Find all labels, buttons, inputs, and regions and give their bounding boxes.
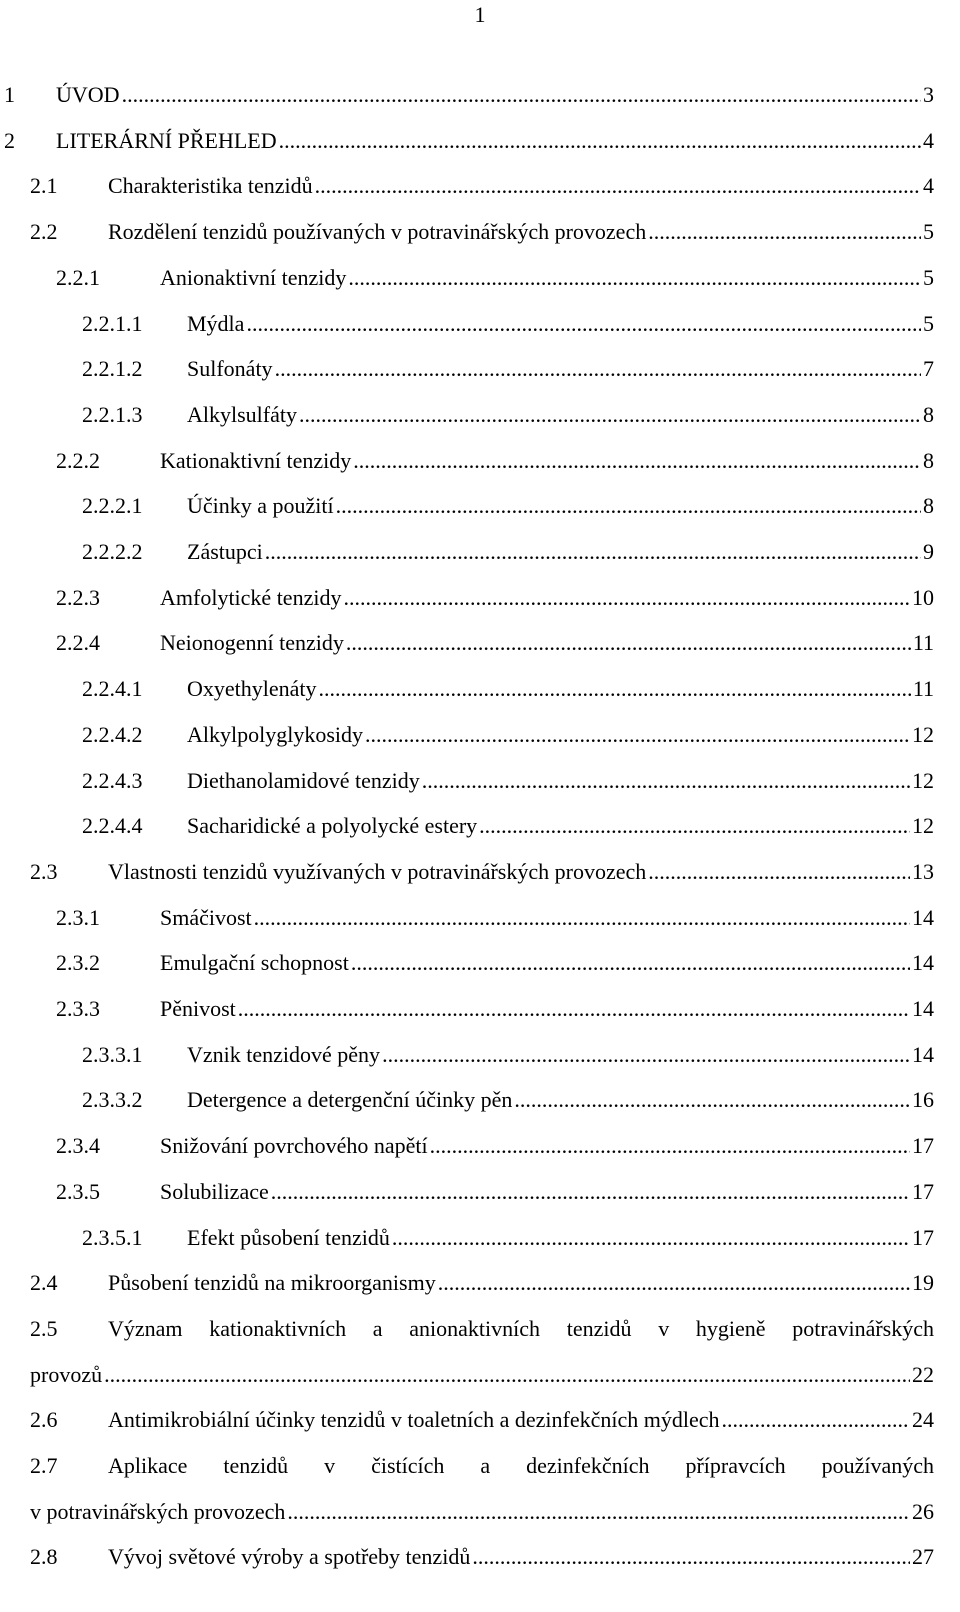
toc-entry-number: 2.3.5 [56, 1178, 100, 1204]
toc-entry-page: 4 [923, 127, 934, 153]
toc-entry-title: Solubilizace [160, 1178, 269, 1204]
toc-dot-leader [299, 400, 921, 430]
toc-entry[interactable] [0, 309, 960, 339]
toc-dot-leader [315, 171, 921, 201]
toc-dot-leader [279, 126, 921, 156]
toc-entry-page: 27 [912, 1544, 934, 1570]
toc-entry-title: Oxyethylenáty [187, 676, 317, 702]
toc-dot-leader [265, 537, 921, 567]
toc-entry-number: 2.5 [30, 1315, 58, 1341]
toc-dot-leader [271, 1177, 910, 1207]
toc-entry-title: Snižování povrchového napětí [160, 1133, 428, 1159]
toc-entry-number: 2.3.5.1 [82, 1224, 143, 1250]
toc-entry-page: 24 [912, 1407, 934, 1433]
toc-entry-number: 2.2.4.1 [82, 676, 143, 702]
toc-entry-number: 2.2.1.3 [82, 401, 143, 427]
toc-entry[interactable] [0, 674, 960, 704]
toc-entry-page: 19 [912, 1270, 934, 1296]
toc-entry[interactable] [0, 537, 960, 567]
toc-entry[interactable] [0, 766, 960, 796]
toc-dot-leader [722, 1405, 910, 1435]
toc-entry-number: 2.6 [30, 1407, 58, 1433]
toc-entry-page: 17 [912, 1133, 934, 1159]
toc-entry[interactable] [0, 857, 960, 887]
toc-entry[interactable] [0, 1040, 960, 1070]
toc-entry-number: 2.3.3 [56, 996, 100, 1021]
toc-entry[interactable] [0, 446, 960, 476]
toc-entry[interactable] [0, 628, 960, 658]
toc-dot-leader [319, 674, 911, 704]
toc-entry-page: 17 [912, 1178, 934, 1204]
toc-entry-title: Charakteristika tenzidů [108, 173, 313, 199]
toc-entry[interactable] [0, 583, 960, 613]
toc-entry[interactable] [0, 1451, 960, 1481]
toc-dot-leader [336, 491, 921, 521]
toc-dot-leader [351, 948, 910, 978]
toc-entry-page: 10 [912, 584, 934, 610]
toc-entry-number: 2.2.4.2 [82, 721, 143, 747]
toc-entry-number: 2.2.2.1 [82, 493, 143, 519]
toc-entry-title: Sulfonáty [187, 356, 273, 382]
toc-entry-title: ÚVOD [56, 82, 120, 107]
toc-entry-number: 2.2.2 [56, 447, 100, 473]
toc-entry[interactable] [0, 1314, 960, 1344]
toc-entry-title: Detergence a detergenční účinky pěn [187, 1087, 513, 1113]
toc-entry-page: 14 [912, 996, 934, 1021]
toc-entry-number: 2.1 [30, 173, 58, 199]
toc-entry[interactable] [0, 126, 960, 156]
toc-entry-number: 2.7 [30, 1453, 58, 1478]
toc-entry-page: 26 [912, 1498, 934, 1524]
toc-entry[interactable] [0, 903, 960, 933]
toc-entry-number: 2.3.3.1 [82, 1041, 143, 1067]
toc-entry-page: 5 [923, 219, 934, 245]
toc-entry-page: 5 [923, 264, 934, 290]
toc-entry[interactable] [0, 1177, 960, 1207]
toc-dot-leader [353, 446, 921, 476]
page-number: 1 [474, 2, 486, 27]
toc-entry-number: 2.4 [30, 1270, 58, 1296]
toc-entry[interactable] [0, 948, 960, 978]
toc-entry-number: 2.2.1 [56, 264, 100, 290]
toc-entry-page: 12 [912, 767, 934, 793]
toc-entry-title: Emulgační schopnost [160, 950, 349, 976]
toc-entry-page: 13 [912, 858, 934, 884]
toc-entry-number: 1 [4, 82, 15, 107]
toc-entry-page: 12 [912, 721, 934, 747]
toc-entry-title: Alkylsulfáty [187, 401, 297, 427]
toc-entry-number: 2.2.2.2 [82, 539, 143, 564]
toc-entry-title: Účinky a použití [187, 493, 334, 519]
toc-entry[interactable] [0, 1497, 960, 1527]
toc-entry-number: 2.2.4 [56, 630, 100, 656]
toc-dot-leader [275, 354, 921, 384]
toc-entry-page: 3 [923, 82, 934, 107]
toc-entry-number: 2.2.3 [56, 584, 100, 610]
toc-entry-title: Zástupci [187, 539, 263, 564]
toc-dot-leader [430, 1131, 910, 1161]
toc-entry-page: 11 [912, 676, 934, 702]
toc-dot-leader [246, 309, 921, 339]
toc-dot-leader [343, 583, 910, 613]
toc-entry-number: 2.2.4.4 [82, 813, 143, 839]
toc-entry[interactable] [0, 1131, 960, 1161]
toc-entry-title: Vývoj světové výroby a spotřeby tenzidů [108, 1544, 471, 1570]
toc-entry-number: 2.8 [30, 1544, 58, 1570]
toc-entry-title: Sacharidické a polyolycké estery [187, 813, 478, 839]
toc-dot-leader [104, 1360, 910, 1390]
toc-entry-number: 2.3.2 [56, 950, 100, 976]
toc-entry-title: Neionogenní tenzidy [160, 630, 344, 656]
toc-dot-leader [348, 263, 921, 293]
toc-entry-page: 11 [912, 630, 934, 656]
toc-entry-number: 2.2.4.3 [82, 767, 143, 793]
toc-dot-leader [346, 628, 911, 658]
toc-entry-number: 2.2.1.2 [82, 356, 143, 382]
toc-entry-number: 2.3.1 [56, 904, 100, 930]
toc-entry-page: 8 [923, 447, 934, 473]
toc-entry-page: 17 [912, 1224, 934, 1250]
toc-entry-title: Amfolytické tenzidy [160, 584, 342, 610]
toc-entry-page: 14 [912, 1041, 934, 1067]
toc-entry[interactable] [0, 491, 960, 521]
toc-entry-title: Smáčivost [160, 904, 252, 930]
toc-dot-leader [365, 720, 910, 750]
toc-entry-page: 14 [912, 904, 934, 930]
toc-entry-title: Vznik tenzidové pěny [187, 1041, 381, 1067]
toc-entry-number: 2.2.1.1 [82, 310, 143, 336]
toc-entry[interactable] [0, 1360, 960, 1390]
toc-entry[interactable] [0, 1223, 960, 1253]
toc-entry-number: 2.3.4 [56, 1133, 100, 1159]
toc-entry-number: 2.3.3.2 [82, 1087, 143, 1113]
toc-dot-leader [392, 1223, 910, 1253]
toc-entry-number: 2 [4, 127, 15, 153]
toc-entry-page: 4 [923, 173, 934, 199]
toc-entry-page: 14 [912, 950, 934, 976]
toc-dot-leader [514, 1085, 910, 1115]
toc-entry[interactable] [0, 400, 960, 430]
toc-entry-title: v potravinářských provozech [30, 1498, 286, 1524]
toc-entry[interactable] [0, 720, 960, 750]
toc-dot-leader [648, 857, 910, 887]
toc-entry[interactable] [0, 811, 960, 841]
toc-dot-leader [648, 217, 921, 247]
toc-entry-page: 7 [923, 356, 934, 382]
toc-dot-leader [382, 1040, 910, 1070]
toc-entry-page: 8 [923, 493, 934, 519]
toc-entry-title: Kationaktivní tenzidy [160, 447, 352, 473]
toc-entry-title: Alkylpolyglykosidy [187, 721, 364, 747]
toc-entry-title: Působení tenzidů na mikroorganismy [108, 1270, 436, 1296]
toc-entry-title: provozů [30, 1361, 103, 1387]
toc-entry[interactable] [0, 354, 960, 384]
toc-entry-title: Anionaktivní tenzidy [160, 264, 347, 290]
toc-entry[interactable] [0, 1085, 960, 1115]
toc-dot-leader [438, 1268, 910, 1298]
toc-entry[interactable] [0, 217, 960, 247]
toc-entry[interactable] [0, 263, 960, 293]
toc-dot-leader [479, 811, 910, 841]
toc-entry-title: LITERÁRNÍ PŘEHLED [56, 127, 277, 153]
toc-entry-title: Mýdla [187, 310, 245, 336]
toc-entry-page: 16 [912, 1087, 934, 1113]
toc-entry-number: 2.3 [30, 858, 58, 884]
toc-dot-leader [254, 903, 910, 933]
toc-entry-title: Efekt působení tenzidů [187, 1224, 390, 1250]
toc-entry-number: 2.2 [30, 219, 58, 245]
toc-entry[interactable] [0, 1405, 960, 1435]
toc-dot-leader [472, 1542, 910, 1572]
toc-dot-leader [287, 1497, 910, 1527]
toc-dot-leader [238, 994, 910, 1024]
toc-entry-title: Diethanolamidové tenzidy [187, 767, 420, 793]
toc-entry-title: Antimikrobiální účinky tenzidů v toaletních a dezinfekčních mýdlech [108, 1407, 720, 1433]
toc-entry[interactable] [0, 1268, 960, 1298]
toc-entry-page: 8 [923, 401, 934, 427]
toc-entry-title: Vlastnosti tenzidů využívaných v potravinářských provozech [108, 858, 647, 884]
toc-dot-leader [122, 80, 921, 110]
toc-entry-title: Aplikace tenzidů v čistících a dezinfekčních přípravcích používaných [108, 1453, 934, 1478]
toc-entry[interactable] [0, 1542, 960, 1572]
toc-entry-title: Význam kationaktivních a anionaktivních tenzidů v hygieně potravinářských [108, 1315, 934, 1341]
toc-dot-leader [422, 766, 910, 796]
toc-entry-page: 9 [923, 539, 934, 564]
toc-entry-page: 22 [912, 1361, 934, 1387]
toc-entry[interactable] [0, 994, 960, 1024]
toc-entry[interactable] [0, 171, 960, 201]
toc-entry-page: 5 [923, 310, 934, 336]
toc-entry-page: 12 [912, 813, 934, 839]
toc-entry-title: Rozdělení tenzidů používaných v potravinářských provozech [108, 219, 647, 245]
toc-entry-title: Pěnivost [160, 996, 236, 1021]
toc-entry[interactable] [0, 80, 960, 110]
